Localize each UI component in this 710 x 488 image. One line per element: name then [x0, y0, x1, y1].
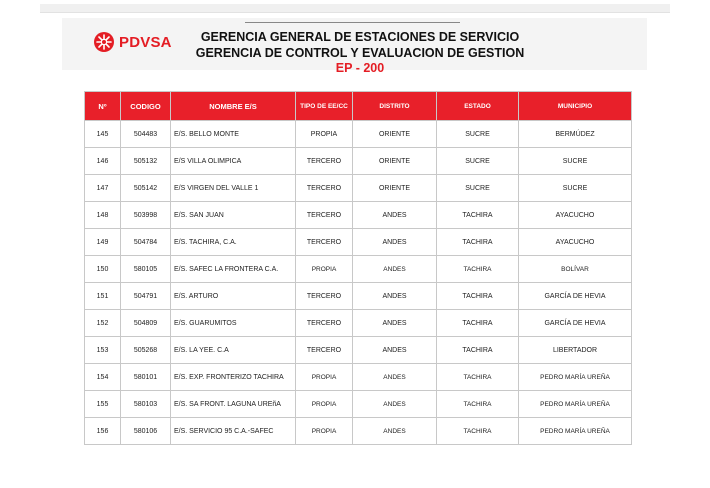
cell-n: 153: [85, 337, 121, 364]
cell-tipo: TERCERO: [296, 202, 353, 229]
cell-codigo: 504809: [121, 310, 171, 337]
cell-codigo: 580101: [121, 364, 171, 391]
cell-n: 151: [85, 283, 121, 310]
cell-municipio: SUCRE: [519, 175, 632, 202]
table-header-row: [85, 92, 632, 121]
cell-municipio: SUCRE: [519, 148, 632, 175]
cell-codigo: 505142: [121, 175, 171, 202]
cell-nombre: E/S VILLA OLIMPICA: [171, 148, 296, 175]
cell-nombre: E/S. SAFEC LA FRONTERA C.A.: [171, 256, 296, 283]
cell-nombre: E/S. BELLO MONTE: [171, 121, 296, 148]
cell-municipio: BERMÚDEZ: [519, 121, 632, 148]
cell-nombre: E/S. LA YEE. C.A: [171, 337, 296, 364]
cell-codigo: 504791: [121, 283, 171, 310]
cell-estado: TACHIRA: [437, 364, 519, 391]
cell-tipo: PROPIA: [296, 121, 353, 148]
stations-table: [84, 91, 632, 445]
cell-tipo: TERCERO: [296, 229, 353, 256]
cell-municipio: PEDRO MARÍA UREÑA: [519, 391, 632, 418]
col-header-tipo: TIPO DE EE/CC: [296, 92, 353, 121]
table-row: [85, 391, 632, 418]
cell-n: 146: [85, 148, 121, 175]
cell-nombre: E/S. SERVICIO 95 C.A.-SAFEC: [171, 418, 296, 445]
cell-municipio: BOLÍVAR: [519, 256, 632, 283]
cell-distrito: ANDES: [353, 391, 437, 418]
cell-municipio: PEDRO MARÍA UREÑA: [519, 364, 632, 391]
cell-estado: TACHIRA: [437, 310, 519, 337]
cell-municipio: LIBERTADOR: [519, 337, 632, 364]
cell-distrito: ORIENTE: [353, 148, 437, 175]
col-header-distrito: DISTRITO: [353, 92, 437, 121]
cell-distrito: ORIENTE: [353, 175, 437, 202]
cell-n: 152: [85, 310, 121, 337]
cell-nombre: E/S. ARTURO: [171, 283, 296, 310]
cell-n: 148: [85, 202, 121, 229]
report-code: EP - 200: [335, 61, 385, 75]
cell-nombre: E/S. EXP. FRONTERIZO TACHIRA: [171, 364, 296, 391]
cell-estado: TACHIRA: [437, 202, 519, 229]
cell-municipio: GARCÍA DE HEVIA: [519, 283, 632, 310]
cell-distrito: ANDES: [353, 229, 437, 256]
header-divider: [245, 22, 460, 23]
cell-estado: TACHIRA: [437, 256, 519, 283]
title-line-1: GERENCIA GENERAL DE ESTACIONES DE SERVICIO: [200, 30, 520, 44]
table-row: [85, 256, 632, 283]
col-header-municipio: MUNICIPIO: [519, 92, 632, 121]
cell-tipo: PROPIA: [296, 364, 353, 391]
cell-estado: SUCRE: [437, 175, 519, 202]
cell-codigo: 504784: [121, 229, 171, 256]
cell-n: 150: [85, 256, 121, 283]
cell-nombre: E/S. SAN JUAN: [171, 202, 296, 229]
cell-n: 156: [85, 418, 121, 445]
col-header-n: Nº: [85, 92, 121, 121]
pdvsa-sun-icon: [93, 31, 115, 53]
cell-distrito: ANDES: [353, 283, 437, 310]
cell-distrito: ANDES: [353, 310, 437, 337]
cell-nombre: E/S. TACHIRA, C.A.: [171, 229, 296, 256]
cell-nombre: E/S. GUARUMITOS: [171, 310, 296, 337]
cell-codigo: 580103: [121, 391, 171, 418]
cell-estado: SUCRE: [437, 148, 519, 175]
cell-distrito: ORIENTE: [353, 121, 437, 148]
table-row: [85, 148, 632, 175]
cell-nombre: E/S VIRGEN DEL VALLE 1: [171, 175, 296, 202]
cell-estado: TACHIRA: [437, 418, 519, 445]
col-header-codigo: CODIGO: [121, 92, 171, 121]
cell-tipo: TERCERO: [296, 148, 353, 175]
logo-text: PDVSA: [119, 33, 172, 51]
cell-codigo: 504483: [121, 121, 171, 148]
cell-nombre: E/S. SA FRONT. LAGUNA UREñA: [171, 391, 296, 418]
cell-n: 155: [85, 391, 121, 418]
col-header-estado: ESTADO: [437, 92, 519, 121]
cell-tipo: TERCERO: [296, 337, 353, 364]
cell-municipio: PEDRO MARÍA UREÑA: [519, 418, 632, 445]
cell-n: 145: [85, 121, 121, 148]
table-row: [85, 337, 632, 364]
cell-codigo: 580106: [121, 418, 171, 445]
cell-tipo: TERCERO: [296, 310, 353, 337]
cell-tipo: TERCERO: [296, 283, 353, 310]
cell-municipio: AYACUCHO: [519, 229, 632, 256]
cell-estado: TACHIRA: [437, 337, 519, 364]
table-row: [85, 229, 632, 256]
cell-n: 149: [85, 229, 121, 256]
cell-codigo: 503998: [121, 202, 171, 229]
cell-municipio: GARCÍA DE HEVIA: [519, 310, 632, 337]
cell-distrito: ANDES: [353, 256, 437, 283]
cell-tipo: PROPIA: [296, 391, 353, 418]
cell-tipo: PROPIA: [296, 256, 353, 283]
table-row: [85, 364, 632, 391]
table-row: [85, 121, 632, 148]
table-row: [85, 418, 632, 445]
cell-n: 147: [85, 175, 121, 202]
cell-distrito: ANDES: [353, 202, 437, 229]
table-row: [85, 175, 632, 202]
cell-codigo: 505268: [121, 337, 171, 364]
cell-tipo: TERCERO: [296, 175, 353, 202]
table-row: [85, 283, 632, 310]
cell-municipio: AYACUCHO: [519, 202, 632, 229]
document-titles: [150, 29, 570, 76]
cell-estado: SUCRE: [437, 121, 519, 148]
cell-codigo: 580105: [121, 256, 171, 283]
col-header-nombre: NOMBRE E/S: [171, 92, 296, 121]
cell-estado: TACHIRA: [437, 391, 519, 418]
table-row: [85, 310, 632, 337]
title-line-2: GERENCIA DE CONTROL Y EVALUACION DE GESTION: [195, 46, 525, 60]
cell-distrito: ANDES: [353, 337, 437, 364]
table-row: [85, 202, 632, 229]
cell-distrito: ANDES: [353, 364, 437, 391]
top-bar: [40, 4, 670, 13]
cell-distrito: ANDES: [353, 418, 437, 445]
cell-n: 154: [85, 364, 121, 391]
cell-tipo: PROPIA: [296, 418, 353, 445]
cell-estado: TACHIRA: [437, 229, 519, 256]
cell-estado: TACHIRA: [437, 283, 519, 310]
cell-codigo: 505132: [121, 148, 171, 175]
